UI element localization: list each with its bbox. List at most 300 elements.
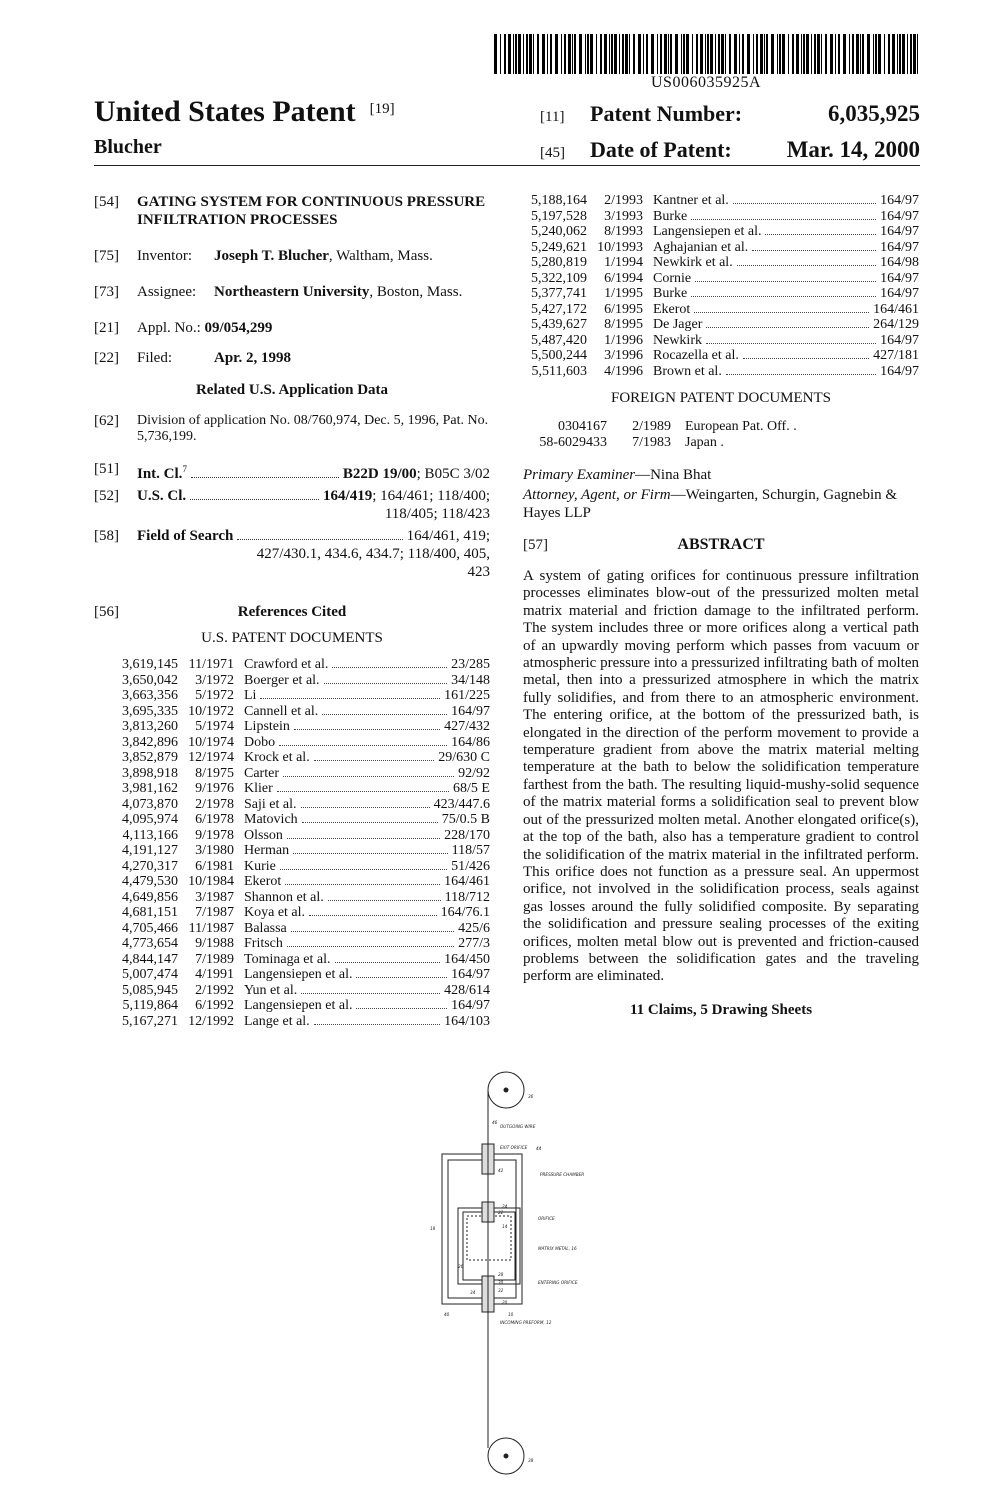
reference-date: 11/1987 xyxy=(188,920,234,936)
reference-number: 5,167,271 xyxy=(122,1013,178,1029)
reference-number: 4,681,151 xyxy=(122,905,178,920)
patent-drawing xyxy=(420,1068,600,1484)
barcode-bar xyxy=(660,34,662,74)
barcode-bar xyxy=(873,34,874,74)
reference-row xyxy=(503,224,919,240)
refs-code: [56] xyxy=(94,604,119,620)
leader-dots xyxy=(694,302,869,313)
leader-dots xyxy=(287,828,440,839)
reference-number: 4,844,147 xyxy=(122,951,178,967)
reference-date: 11/1971 xyxy=(188,657,234,672)
leader-dots xyxy=(291,921,454,932)
barcode-bar xyxy=(508,34,511,74)
examiner-name: —Nina Bhat xyxy=(635,467,712,483)
barcode-bar xyxy=(725,34,726,74)
numeral-44: 44 xyxy=(536,1146,542,1151)
foreign-office: Japan . xyxy=(685,434,724,450)
leader-dots xyxy=(314,750,435,761)
reference-class: 164/97 xyxy=(880,363,919,379)
us-references-table-continued xyxy=(503,193,919,379)
foreign-date: 2/1989 xyxy=(632,419,671,434)
reference-row xyxy=(503,333,919,349)
reference-row xyxy=(503,364,919,380)
reference-date: 3/1993 xyxy=(604,208,643,224)
barcode-bar xyxy=(600,34,602,74)
reference-name: Lipstein xyxy=(244,719,290,734)
leader-dots xyxy=(287,936,454,947)
barcode-bar xyxy=(715,34,716,74)
label-incoming: INCOMING PREFORM, 12 xyxy=(500,1320,552,1325)
numeral-22: 22 xyxy=(498,1210,504,1215)
reference-row xyxy=(94,828,490,844)
reference-class: 161/225 xyxy=(444,688,490,703)
reference-class: 118/57 xyxy=(451,843,490,858)
barcode-bar xyxy=(664,34,667,74)
filed-code: [22] xyxy=(94,350,119,366)
reference-class: 164/98 xyxy=(880,255,919,270)
leader-dots xyxy=(706,317,869,328)
reference-number: 4,095,974 xyxy=(122,812,178,827)
barcode-bar xyxy=(814,34,816,74)
barcode-bar xyxy=(796,34,799,74)
barcode-bar xyxy=(668,34,669,74)
date-label: Date of Patent: xyxy=(590,137,732,162)
barcode-bar xyxy=(878,34,881,74)
foreign-num: 58-6029433 xyxy=(539,434,607,450)
barcode-bar xyxy=(564,34,566,74)
barcode-bar xyxy=(856,34,859,74)
reference-row xyxy=(94,797,490,813)
barcode-bar xyxy=(692,34,693,74)
reference-row xyxy=(94,952,490,968)
reference-date: 10/1993 xyxy=(597,239,643,255)
appl-field xyxy=(94,319,490,337)
reference-name: Langensiepen et al. xyxy=(244,967,353,982)
reference-class: 164/97 xyxy=(880,193,919,208)
barcode-bar xyxy=(771,34,774,74)
numeral-34: 34 xyxy=(470,1290,476,1295)
reference-date: 12/1992 xyxy=(188,1013,234,1029)
reference-number: 3,650,042 xyxy=(122,672,178,688)
reference-class: 228/170 xyxy=(444,827,490,843)
reference-class: 423/447.6 xyxy=(433,796,490,812)
reference-class: 92/92 xyxy=(458,765,490,781)
barcode-bar xyxy=(917,34,918,74)
barcode-bar xyxy=(788,34,789,74)
barcode-bar xyxy=(518,34,521,74)
leader-dots xyxy=(324,673,448,684)
leader-dots xyxy=(356,967,447,978)
us-cl-rest-2: 118/405; 118/423 xyxy=(384,506,490,522)
numeral-10: 10 xyxy=(508,1312,514,1317)
reference-date: 6/1995 xyxy=(604,301,643,317)
date-of-patent: Mar. 14, 2000 xyxy=(786,137,920,162)
reference-class: 425/6 xyxy=(458,920,490,936)
barcode-bar xyxy=(897,34,898,74)
barcode-bar xyxy=(643,34,644,74)
patent-number: 6,035,925 xyxy=(828,101,920,126)
barcode-bar xyxy=(875,34,877,74)
barcode-bar xyxy=(555,34,558,74)
reference-row xyxy=(94,921,490,937)
barcode-bar xyxy=(609,34,610,74)
reference-number: 3,981,162 xyxy=(122,781,178,796)
references-heading: References Cited xyxy=(237,604,347,620)
reference-name: Kantner et al. xyxy=(653,193,729,208)
reference-date: 6/1994 xyxy=(604,270,643,286)
leader-dots xyxy=(332,657,447,668)
inventor-place: , Waltham, Mass. xyxy=(328,248,433,264)
barcode-bar xyxy=(572,34,573,74)
reference-row xyxy=(503,271,919,287)
leader-dots xyxy=(293,843,448,854)
reference-row xyxy=(94,843,490,859)
reference-class: 164/97 xyxy=(880,239,919,255)
barcode-bar xyxy=(838,34,840,74)
reference-date: 8/1975 xyxy=(195,765,234,781)
numeral-38: 38 xyxy=(528,1458,534,1463)
header-divider xyxy=(94,165,920,166)
appl-number: 09/054,299 xyxy=(204,320,273,336)
reference-row xyxy=(94,890,490,906)
barcode-bar xyxy=(500,34,501,74)
reference-date: 10/1972 xyxy=(188,703,234,719)
reference-number: 5,500,244 xyxy=(531,348,587,363)
reference-name: Crawford et al. xyxy=(244,657,329,672)
barcode-bar xyxy=(681,34,682,74)
reference-row xyxy=(94,766,490,782)
reference-row xyxy=(503,302,919,318)
numeral-30: 30 xyxy=(498,1280,504,1285)
leader-dots xyxy=(294,719,440,730)
barcode-bar xyxy=(862,34,864,74)
barcode-bar xyxy=(537,34,539,74)
reference-row xyxy=(94,673,490,689)
leader-dots xyxy=(280,859,447,870)
reference-class: 427/432 xyxy=(444,719,490,734)
barcode-bar xyxy=(542,34,545,74)
reference-class: 277/3 xyxy=(458,936,490,951)
reference-class: 23/285 xyxy=(451,657,490,672)
reference-name: Burke xyxy=(653,208,688,224)
claims-summary: 11 Claims, 5 Drawing Sheets xyxy=(629,1001,813,1018)
search-code: [58] xyxy=(94,528,119,544)
division-text: Division of application No. 08/760,974, Dec. 5, 1996, Pat. No. 5,736,199. xyxy=(137,413,489,444)
reference-class: 164/450 xyxy=(444,951,490,967)
reference-name: Fritsch xyxy=(244,936,283,951)
inventor-code: [75] xyxy=(94,248,119,264)
leader-dots xyxy=(765,224,876,235)
reference-name: Yun et al. xyxy=(244,982,298,998)
barcode-bar xyxy=(596,34,597,74)
patent-number-row xyxy=(540,101,920,127)
label-matrix: MATRIX METAL, 16 xyxy=(538,1246,577,1251)
reference-name: Boerger et al. xyxy=(244,672,320,688)
barcode-bar xyxy=(494,34,497,74)
barcode-bar xyxy=(633,34,635,74)
barcode-bar xyxy=(513,34,514,74)
reference-name: Saji et al. xyxy=(244,796,297,812)
barcode-bar xyxy=(718,34,720,74)
barcode-bar xyxy=(764,34,765,74)
reference-date: 7/1987 xyxy=(195,905,234,920)
barcode-bar xyxy=(646,34,648,74)
leader-dots xyxy=(285,874,440,885)
reference-number: 5,240,062 xyxy=(531,224,587,239)
int-cl-code: [51] xyxy=(94,461,119,477)
reference-name: Ekerot xyxy=(244,874,282,889)
reference-name: Newkirk et al. xyxy=(653,255,733,270)
reference-number: 5,188,164 xyxy=(531,193,587,208)
assignee-place: , Boston, Mass. xyxy=(369,284,463,300)
barcode-bar xyxy=(515,34,517,74)
reference-number: 5,119,864 xyxy=(122,998,178,1013)
patent-number-label: Patent Number: xyxy=(590,101,743,126)
reference-row xyxy=(503,255,919,271)
reference-row xyxy=(94,781,490,797)
foreign-office: European Pat. Off. . xyxy=(685,419,797,434)
leader-dots xyxy=(706,333,876,344)
barcode-bar xyxy=(756,34,758,74)
reference-row xyxy=(94,704,490,720)
reference-row xyxy=(94,905,490,921)
reference-number: 4,073,870 xyxy=(122,796,178,812)
barcode-bar xyxy=(526,34,528,74)
label-exit: EXIT ORIFICE xyxy=(500,1145,528,1150)
reference-number: 5,439,627 xyxy=(531,317,587,332)
barcode-bar xyxy=(821,34,822,74)
reference-number: 5,487,420 xyxy=(531,332,587,348)
int-cl-field xyxy=(94,460,490,483)
reference-row xyxy=(503,240,919,256)
reference-name: Balassa xyxy=(244,920,287,936)
barcode-bar xyxy=(811,34,812,74)
barcode-bar xyxy=(561,34,562,74)
barcode-bar xyxy=(710,34,713,74)
reference-row xyxy=(94,967,490,983)
leader-dots xyxy=(309,905,437,916)
filed-label: Filed: xyxy=(137,350,173,366)
date-of-patent-row xyxy=(540,137,920,163)
barcode-bar xyxy=(742,34,744,74)
leader-dots xyxy=(743,348,869,359)
numeral-36: 36 xyxy=(528,1094,534,1099)
barcode-bar xyxy=(830,34,833,74)
leader-dots xyxy=(695,271,876,282)
top-pulley-icon xyxy=(488,1072,524,1144)
bottom-pulley-icon xyxy=(488,1438,524,1474)
foreign-reference-row xyxy=(523,419,919,435)
barcode-bar xyxy=(579,34,582,74)
reference-number: 5,197,528 xyxy=(531,208,587,224)
reference-name: Kurie xyxy=(244,858,276,874)
reference-date: 1/1995 xyxy=(604,286,643,301)
reference-date: 1/1996 xyxy=(604,332,643,348)
numeral-14: 14 xyxy=(502,1224,508,1229)
appl-label: Appl. No.: xyxy=(137,320,201,336)
reference-name: Brown et al. xyxy=(653,363,722,379)
barcode-bar xyxy=(504,34,506,74)
numeral-42: 42 xyxy=(498,1168,504,1173)
reference-class: 164/97 xyxy=(451,967,490,982)
barcode-bar xyxy=(849,34,850,74)
leader-dots xyxy=(691,286,876,297)
reference-name: Herman xyxy=(244,843,290,858)
reference-class: 264/129 xyxy=(873,317,919,332)
reference-class: 164/97 xyxy=(880,286,919,301)
reference-class: 427/181 xyxy=(873,348,919,363)
reference-number: 3,619,145 xyxy=(122,657,178,672)
barcode-bar xyxy=(696,34,698,74)
foreign-docs-heading: FOREIGN PATENT DOCUMENTS xyxy=(610,390,832,406)
reference-number: 3,695,335 xyxy=(122,703,178,719)
header-author: Blucher xyxy=(94,136,162,158)
reference-class: 164/97 xyxy=(880,332,919,348)
reference-name: Ekerot xyxy=(653,301,691,317)
reference-date: 2/1993 xyxy=(604,193,643,208)
header-code-19: [19] xyxy=(369,101,395,117)
us-cl-main: 164/419 xyxy=(323,488,373,504)
int-cl-main: B22D 19/00 xyxy=(342,466,417,482)
reference-number: 4,479,530 xyxy=(122,874,178,889)
date-code: [45] xyxy=(540,145,565,161)
leader-dots xyxy=(277,781,449,792)
barcode-bar xyxy=(550,34,552,74)
reference-row xyxy=(94,812,490,828)
patent-title: GATING SYSTEM FOR CONTINUOUS PRESSURE INFILTRATION PROCESSES xyxy=(137,194,486,228)
reference-number: 3,898,918 xyxy=(122,765,178,781)
us-cl-rest-1: ; 164/461; 118/400; xyxy=(372,488,490,504)
reference-date: 1/1994 xyxy=(604,255,643,270)
reference-number: 5,377,741 xyxy=(531,286,587,301)
primary-examiner xyxy=(523,466,919,484)
references-heading-row xyxy=(94,603,490,621)
reference-class: 34/148 xyxy=(451,672,490,688)
reference-date: 12/1974 xyxy=(188,750,234,765)
reference-date: 4/1996 xyxy=(604,363,643,379)
attorney-label: Attorney, Agent, or Firm xyxy=(523,487,671,503)
abstract-code: [57] xyxy=(523,537,548,553)
reference-class: 164/86 xyxy=(451,734,490,750)
barcode-bar xyxy=(705,34,706,74)
reference-class: 164/97 xyxy=(880,224,919,239)
reference-row xyxy=(94,983,490,999)
barcode-bar xyxy=(747,34,750,74)
abstract-heading: ABSTRACT xyxy=(677,536,765,553)
barcode-bar xyxy=(585,34,586,74)
division-code: [62] xyxy=(94,413,119,429)
reference-name: De Jager xyxy=(653,317,703,332)
reference-row xyxy=(94,936,490,952)
reference-number: 4,113,166 xyxy=(122,827,178,843)
left-column xyxy=(94,193,490,1029)
reference-date: 8/1993 xyxy=(604,224,643,239)
right-column xyxy=(523,193,919,1019)
barcode-bar xyxy=(777,34,778,74)
numeral-20: 20 xyxy=(502,1300,508,1305)
reference-class: 164/97 xyxy=(880,208,919,224)
reference-number: 5,322,109 xyxy=(531,270,587,286)
barcode-bar xyxy=(913,34,916,74)
filed-field xyxy=(94,349,490,367)
filed-date: Apr. 2, 1998 xyxy=(214,350,291,366)
barcode-bar xyxy=(779,34,781,74)
reference-class: 164/76.1 xyxy=(440,905,490,920)
reference-number: 5,280,819 xyxy=(531,255,587,270)
reference-class: 164/97 xyxy=(451,998,490,1013)
reference-class: 164/97 xyxy=(880,270,919,286)
us-cl-code: [52] xyxy=(94,488,119,504)
reference-name: Klier xyxy=(244,781,273,796)
reference-row xyxy=(503,209,919,225)
leader-dots xyxy=(356,998,447,1009)
reference-date: 4/1991 xyxy=(195,967,234,982)
reference-date: 5/1974 xyxy=(195,719,234,734)
reference-number: 3,842,896 xyxy=(122,734,178,750)
reference-name: Matovich xyxy=(244,812,298,827)
title-field xyxy=(94,193,490,229)
barcode-bar xyxy=(707,34,709,74)
reference-number: 3,663,356 xyxy=(122,688,178,703)
barcode-bar xyxy=(651,34,654,74)
related-data-heading: Related U.S. Application Data xyxy=(195,382,389,398)
barcode xyxy=(494,34,918,74)
barcode-bar xyxy=(835,34,836,74)
barcode-bar xyxy=(825,34,827,74)
reference-date: 8/1995 xyxy=(604,317,643,332)
reference-number: 3,813,260 xyxy=(122,719,178,734)
reference-name: Krock et al. xyxy=(244,750,310,765)
barcode-bar xyxy=(629,34,630,74)
reference-name: Carter xyxy=(244,765,279,781)
barcode-bar xyxy=(625,34,628,74)
reference-number: 5,427,172 xyxy=(531,301,587,317)
assignee-name: Northeastern University xyxy=(214,284,370,300)
label-orifice: ORIFICE xyxy=(538,1216,555,1221)
reference-name: Langensiepen et al. xyxy=(244,998,353,1013)
barcode-bar xyxy=(792,34,794,74)
reference-name: Cannell et al. xyxy=(244,703,319,719)
reference-name: Langensiepen et al. xyxy=(653,224,762,239)
abstract-heading-row xyxy=(523,536,919,554)
reference-class: 75/0.5 B xyxy=(441,812,490,827)
barcode-bar xyxy=(910,34,912,74)
reference-name: Newkirk xyxy=(653,332,702,348)
reference-name: Cornie xyxy=(653,270,692,286)
reference-row xyxy=(503,286,919,302)
us-cl-field xyxy=(94,487,490,523)
reference-row xyxy=(94,688,490,704)
barcode-bar xyxy=(614,34,617,74)
barcode-bar xyxy=(686,34,689,74)
field-of-search xyxy=(94,527,490,581)
foreign-references-table xyxy=(523,419,919,450)
barcode-bar xyxy=(867,34,870,74)
reference-number: 5,007,474 xyxy=(122,967,178,982)
reference-date: 10/1984 xyxy=(188,874,234,889)
reference-date: 6/1981 xyxy=(195,858,234,874)
examiner-label: Primary Examiner xyxy=(523,467,636,483)
int-cl-rest: ; B05C 3/02 xyxy=(416,466,490,482)
inventor-name: Joseph T. Blucher xyxy=(214,248,329,264)
abstract-text: A system of gating orifices for continuous pressure infiltration processes eliminates blow-out of the pressurized molten metal matrix material and friction damage to the infiltrated perform. The system includes three or more orifices along a vertical path of an upwardly moving perform which passes from vacuum or atmospheric pressure into a pressurized infiltrating bath of molten metal, then into a pressurized atmosphere in which the matrix fully solidifies, and from there to an atmospheric environment. The entering orifice, at the bottom of the pressurized bath, is elongated in the direction of the perform movement to provide a temperature gradient from above the matrix material melting temperature at the bath to below the solidification temperature farthest from the bath. The resulting liquid-mushy-solid sequence of the matrix material forms a solidification seal to prevent blow out of the pressurized molten metal. Another elongated orifice(s), at the top of the bath, also has a temperature gradient to control the solidification of the matrix material in the infiltrated perform. This orifice does not function as a pressure seal. An uppermost orifice, not involved in the solidification process, seals against gas losses around the fully solidified composite. By separating the solidification and pressure sealing processes of the exiting orifices, molten metal blow out is prevented and friction-caused problems between the solidification gates and the traveling perform are eliminated. xyxy=(523,568,919,985)
label-outgoing: OUTGOING WIRE xyxy=(500,1124,536,1129)
barcode-bar xyxy=(683,34,685,74)
barcode-bar xyxy=(817,34,820,74)
barcode-bar xyxy=(611,34,613,74)
reference-row xyxy=(503,348,919,364)
reference-date: 6/1992 xyxy=(195,998,234,1013)
